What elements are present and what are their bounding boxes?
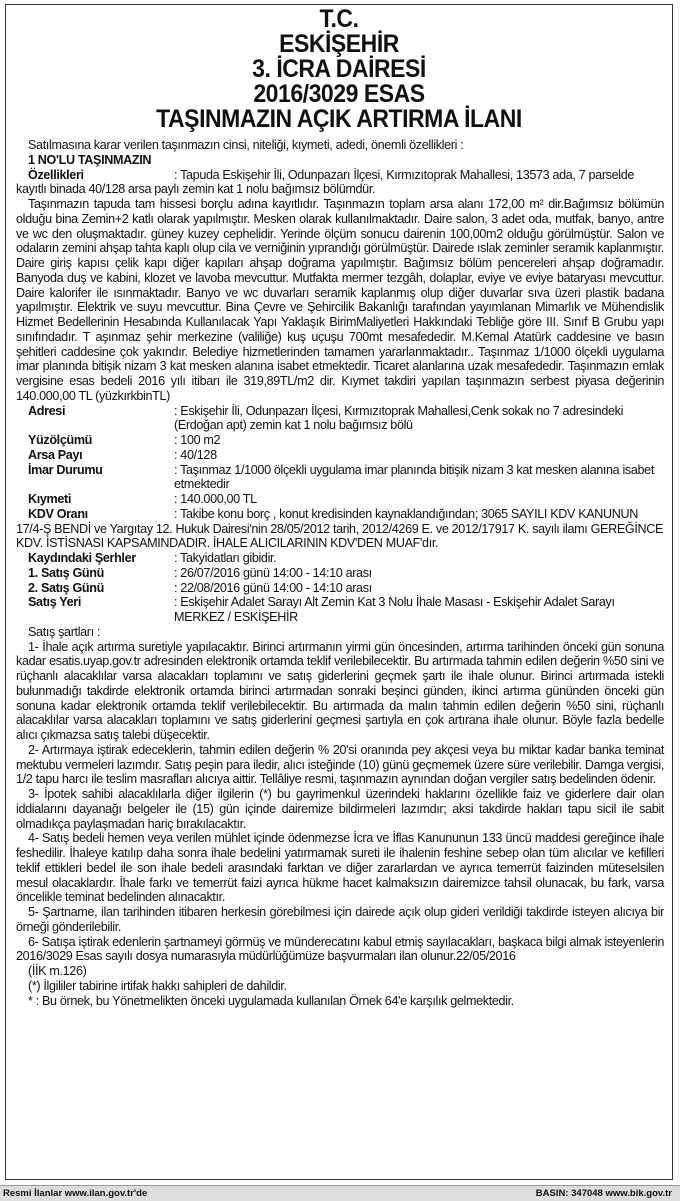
condition-item: 6- Satışa iştirak edenlerin şartnameyi görmüş ve münderecatını kabul etmiş sayılacakları, başkaca bilgi almak isteyenlerin 2016/3029 Esas sayılı dosya numarasıyla müdürlüğümüze başvurmaları ilan olunur.22/05/2016 bbox=[16, 934, 664, 964]
detail-value: : Eskişehir İli, Odunpazarı İlçesi, Kırmızıtoprak Mahallesi,Cenk sokak no 7 adresindeki (Erdoğan apt) zemin kat 1 nolu bağımsız bölü bbox=[174, 403, 624, 433]
detail-row bbox=[16, 551, 664, 566]
condition-item: 1- İhale açık artırma suretiyle yapılacaktır. Birinci artırmanın yirmi gün öncesinden, artırma tarihinden önceki gün sonuna kadar esatis.uyap.gov.tr adresinden elektronik ortamda teklif verilebilecektir. Bu artırmada tahmin edilen değerin %50 sini ve rüçhanlı alacaklılar varsa alacakları toplamını ve satış giderlerini geçmek şartı ile ihale olunur. Birinci artırmada istekli bulunmadığı takdirde elektronik ortamda birinci artırmadan sonraki beşinci günden, ikinci artırma gününden önceki gün sonuna kadar elektronik ortamda teklif verilebilecektir. Bu artırmada da malın tahmin edilen değerin %50 sini, rüçhanlı alacaklılar varsa alacakları toplamını ve satış giderlerini geçmesi şartıyla en çok artırana ihale olunur. Böyle fazla bedelle alıcı çıkmazsa satış talebi düşecektir. bbox=[16, 639, 664, 742]
detail-value: : 22/08/2016 günü 14:00 - 14:10 arası bbox=[174, 580, 372, 595]
property-heading: 1 NO'LU TAŞINMAZIN bbox=[28, 152, 152, 167]
detail-list-2 bbox=[16, 551, 664, 625]
detail-value: : 26/07/2016 günü 14:00 - 14:10 arası bbox=[174, 565, 372, 580]
detail-label: Yüzölçümü bbox=[28, 433, 93, 447]
title-line: 2016/3029 ESAS bbox=[253, 80, 425, 108]
features-label: Özellikleri bbox=[28, 167, 84, 182]
detail-label: Kaydındaki Şerhler bbox=[28, 551, 136, 565]
features bbox=[16, 168, 664, 198]
detail-row bbox=[16, 566, 664, 581]
detail-value: : Takyidatları gibidir. bbox=[174, 551, 277, 565]
footer-left: Resmi İlanlar www.ilan.gov.tr'de bbox=[3, 1188, 148, 1199]
detail-row bbox=[16, 595, 664, 625]
note: * : Bu örnek, bu Yönetmelikten önceki uygulamada kullanılan Örnek 64'e karşılık gelmektedir. bbox=[28, 993, 514, 1008]
detail-value: : 100 m2 bbox=[174, 433, 221, 447]
notice-title bbox=[6, 7, 672, 132]
note: (*) İlgililer tabirine irtifak hakkı sahipleri de dahildir. bbox=[28, 978, 287, 993]
detail-row bbox=[16, 492, 664, 507]
detail-label: Satış Yeri bbox=[28, 595, 81, 610]
property-description: Taşınmazın tapuda tam hissesi borçlu adına kayıtlıdır. Taşınmazın toplam arsa alanı 172,00 m² dir.Bağımsız bölümün olduğu bina Zemin+2 katlı olarak yapılmıştır. Mesken olarak kullanılmaktadır. Daire salon, 3 adet oda, mutfak, banyo, antre ve wc den oluşmaktadır. güney kuzey cephelidir. Yerinde ölçüm sonucu dairenin 100,00m2 olduğu görülmüştür. Salon ve odaların zemini ahşap tahta kaplı olup cila ve verniğinin yıprandığı görülmüştür. Dairede ıslak zeminler seramik kaplanmıştır. Daire giriş kapısı çelik kapı diğer kapıları ahşap doğrama yapılmıştır. Bağımsız bölüm pencereleri ahşap doğramadır. Banyoda duş ve kabini, klozet ve lavoba mevcuttur. Mutfakta mermer tezgâh, dolaplar, eviye ve eviye bataryası mevcuttur. Daire kalorifer ile ısınmaktadır. Banyo ve wc duvarları seramik kaplanmış olup diğer duvarlar sıva üzeri plastik badana yapılmıştır. Elektrik ve suyu mevcuttur. Bina Çevre ve Şehircilik Bakanlığı tarafından yayımlanan Mimarlık ve Mühendislik Hizmet Bedellerinin Hesabında Kullanılacak Yapı Yaklaşık BirimMaliyetleri Hakkındaki Tebliğe göre III. Sınıf B Grubu yapı sınıfındadır. T aşınmaz şehir merkezine (valiliğe) kuş uçuşu 700mt mesafededir. M.Kemal Atatürk caddesine ve basın şehitleri caddesine çok yakındır. Belediye hizmetlerinden tamamen yararlanmaktadır.. Taşınmaz 1/1000 ölçekli uygulama imar planında bitişik nizam 3 kat mesken alanına isabet etmektedir. Ticaret alanlarına uzak mesafededir. Taşınmazın emlak vergisine esas bedeli 2016 yılı itibarı ile 319,89TL/m2 dir. Kıymet takdiri yapılan taşınmazın serbest piyasa değerinin 140.000,00 TL (yüzkırkbinTL) bbox=[16, 197, 664, 403]
detail-label: Adresi bbox=[28, 403, 66, 418]
title-line: TAŞINMAZIN AÇIK ARTIRMA İLANI bbox=[156, 105, 522, 133]
detail-label: Kıymeti bbox=[28, 492, 72, 506]
condition-item: 5- Şartname, ilan tarihinden itibaren herkesin görebilmesi için dairede açık olup gideri verildiği takdirde isteyen alıcıya bir örneği gönderilebilir. bbox=[16, 905, 664, 934]
detail-value: : Taşınmaz 1/1000 ölçekli uygulama imar planında bitişik nizam 3 kat mesken alanına isabet etmektedir bbox=[174, 462, 654, 492]
kdv-value: : Takibe konu borç , konut kredisinden kaynaklandığından; 3065 SAYILI KDV KANUNUN 17/4-Ş BENDİ ve Yargıtay 12. Hukuk Dairesi'nin 28/05/2012 tarih, 2012/4269 E. ve 2012/17917 K. sayılı ilamı GEREĞİNCE KDV. İSTİSNASI KAPSAMINDADIR. İHALE ALICILARININ KDV'DEN MUAF'dır. bbox=[16, 506, 664, 551]
footer-bar bbox=[0, 1185, 680, 1201]
detail-row bbox=[16, 463, 664, 493]
detail-value: : 140.000,00 TL bbox=[174, 492, 257, 506]
detail-label: İmar Durumu bbox=[28, 462, 103, 477]
title-line: 3. İCRA DAİRESİ bbox=[252, 55, 426, 83]
kdv-row bbox=[16, 507, 664, 551]
title-line: T.C. bbox=[319, 5, 359, 33]
detail-value: : 40/128 bbox=[174, 447, 217, 462]
detail-value: : Eskişehir Adalet Sarayı Alt Zemin Kat 3 Nolu İhale Masası - Eskişehir Adalet Sarayı MERKEZ / ESKİŞEHİR bbox=[174, 595, 615, 624]
conditions-heading: Satış şartları : bbox=[28, 624, 101, 639]
detail-row bbox=[16, 448, 664, 463]
condition-item: 2- Artırmaya iştirak edeceklerin, tahmin edilen değerin % 20'si oranında pey akçesi veya bu miktar kadar banka teminat mektubu vermeleri lazımdır. Satış peşin para iledir, alıcı isteğinde (10) günü geçmemek üzere süre verilebilir. Damga vergisi, 1/2 tapu harcı ile teslim masrafları alıcıya aittir. Tellâliye resmi, taşınmazın aynından doğan vergiler satış bedelinden ödenir. bbox=[16, 742, 664, 787]
footer-right: BASIN: 347048 www.bik.gov.tr bbox=[535, 1188, 672, 1199]
title-line: ESKİŞEHİR bbox=[279, 30, 399, 58]
detail-list bbox=[16, 404, 664, 507]
note: (İİK m.126) bbox=[28, 964, 87, 978]
notice-frame bbox=[5, 4, 673, 1180]
detail-row bbox=[16, 581, 664, 596]
intro-text: Satılmasına karar verilen taşınmazın cinsi, niteliği, kıymeti, adedi, önemli özellikleri : bbox=[28, 138, 464, 152]
condition-item: 3- İpotek sahibi alacaklılarla diğer ilgilerin (*) bu gayrimenkul üzerindeki haklarını özellikle faiz ve giderlere dair olan iddialarını dayanağı belgeler ile (15) gün içinde dairemize bildirmeleri lazımdır; aksi takdirde hakları tapu sicil ile sabit olmadıkça paylaşmadan hariç bırakılacaktır. bbox=[16, 787, 664, 831]
detail-row bbox=[16, 433, 664, 448]
condition-item: 4- Satış bedeli hemen veya verilen mühlet içinde ödenmezse İcra ve İflas Kanununun 133 üncü maddesi gereğince ihale feshedilir. İhaleye katılıp daha sonra ihale bedelini yatırmamak sureti ile ihalenin feshine sebep olan tüm alıcılar ve kefilleri teklif ettikleri bedel ile son ihale bedeli arasındaki farktan ve diğer zararlardan ve ayrıca temerrüt faizinden müteselsilen mesul olacaklardır. İhale farkı ve temerrüt faizi ayrıca hükme hacet kalmaksızın dairemizce tahsil olunacak, bu fark, varsa öncelikle teminat bedelinden alınacaktır. bbox=[16, 831, 664, 905]
kdv-label: KDV Oranı bbox=[28, 506, 88, 521]
detail-label: 2. Satış Günü bbox=[28, 580, 104, 595]
notice-body bbox=[6, 138, 672, 1008]
detail-label: Arsa Payı bbox=[28, 447, 83, 462]
features-value: : Tapuda Eskişehir İli, Odunpazarı İlçesi, Kırmızıtoprak Mahallesi, 13573 ada, 7 parselde kayıtlı binada 40/128 arsa paylı zemin kat 1 nolu bağımsız bölümdür. bbox=[16, 167, 635, 197]
detail-row bbox=[16, 404, 664, 434]
detail-label: 1. Satış Günü bbox=[28, 565, 104, 580]
